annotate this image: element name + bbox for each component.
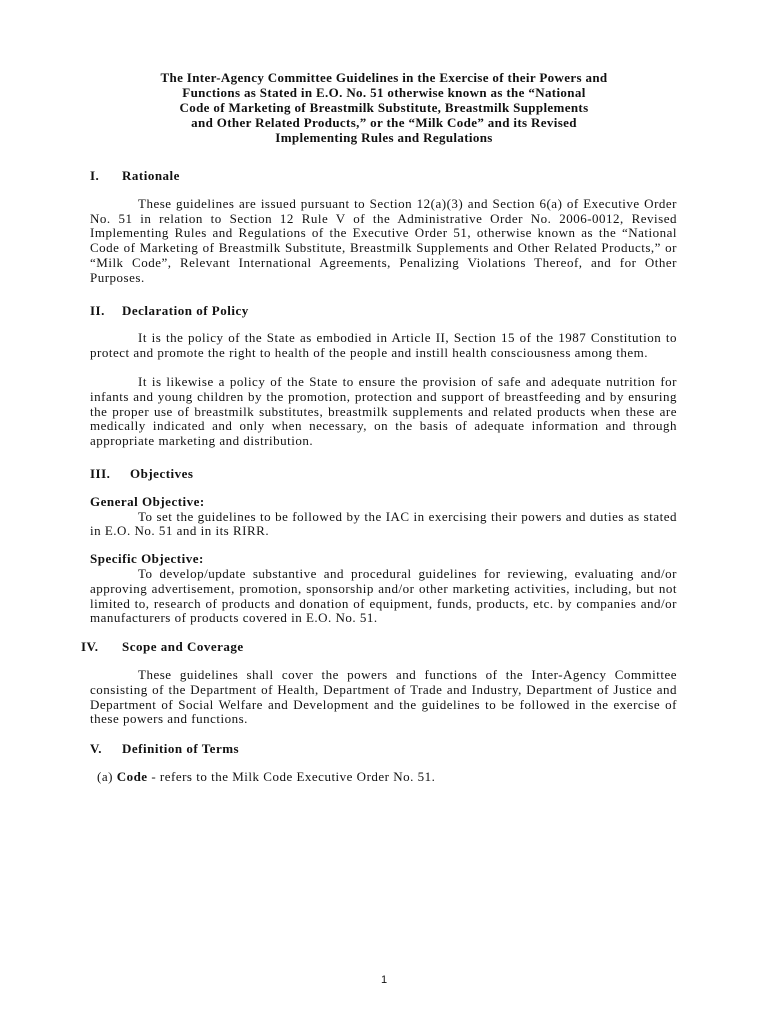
document-title xyxy=(80,70,688,145)
title-line: The Inter-Agency Committee Guidelines in the Exercise of their Powers and xyxy=(160,70,608,85)
title-line: Code of Marketing of Breastmilk Substitute, Breastmilk Supplements xyxy=(179,100,589,115)
specific-objective-text: To develop/update substantive and procedural guidelines for reviewing, evaluating and/or approving advertisement, promotion, sponsorship and/or other marketing activities, including, but not limited to, research of products and donation of equipment, funds, products, etc. by companies and/or manufacturers of products covered in E.O. No. 51. xyxy=(90,565,677,626)
section-title: Declaration of Policy xyxy=(122,302,249,318)
policy-paragraph: It is likewise a policy of the State to ensure the provision of safe and adequate nutrition for infants and young children by the promotion, protection and support of breastfeeding and by ensuring the proper use of breastmilk substitutes, breastmilk supplements and related products when these are medically indicated and only when necessary, on the basis of adequate information and through appropriate marketing and distribution. xyxy=(90,373,677,449)
section-number: V. xyxy=(90,741,102,757)
definition-label: (a) xyxy=(97,768,113,784)
rationale-paragraph: These guidelines are issued pursuant to Section 12(a)(3) and Section 6(a) of Executive Order No. 51 in relation to Section 12 Rule V of the Administrative Order No. 2006-0012, Revised Implementing Rules and Regulations of the Executive Order 51, otherwise known as the “National Code of Marketing of Breastmilk Substitute, Breastmilk Supplements and Other Related Products,” or “Milk Code”, Relevant International Agreements, Penalizing Violations Thereof, and for Other Purposes. xyxy=(90,195,677,285)
specific-objective-label: Specific Objective: xyxy=(90,551,204,567)
definition-term: Code xyxy=(116,768,148,784)
section-title: Objectives xyxy=(130,465,194,481)
section-heading-definitions xyxy=(90,742,677,757)
title-line: Implementing Rules and Regulations xyxy=(275,130,493,145)
section-heading-policy xyxy=(90,304,677,319)
section-number: II. xyxy=(90,302,105,318)
page-number: 1 xyxy=(380,974,388,986)
section-number: III. xyxy=(90,465,111,481)
section-heading-rationale xyxy=(90,169,677,184)
policy-paragraph: It is the policy of the State as embodied in Article II, Section 15 of the 1987 Constitution to protect and promote the right to health of the people and instill health consciousness among them. xyxy=(90,330,677,361)
section-heading-objectives xyxy=(90,467,677,482)
scope-paragraph: These guidelines shall cover the powers and functions of the Inter-Agency Committee consisting of the Department of Health, Department of Trade and Industry, Department of Justice and Department of Social Welfare and Development and the guidelines to be followed in the exercise of these powers and functions. xyxy=(90,666,677,727)
title-line: and Other Related Products,” or the “Milk Code” and its Revised xyxy=(191,115,577,130)
section-heading-scope xyxy=(81,640,677,655)
document-body xyxy=(81,168,677,785)
definition-item xyxy=(90,770,677,785)
general-objective-label: General Objective: xyxy=(90,493,205,509)
section-number: I. xyxy=(90,168,100,183)
section-title: Definition of Terms xyxy=(122,741,240,757)
section-number: IV. xyxy=(81,639,99,655)
section-title: Rationale xyxy=(122,168,180,183)
title-line: Functions as Stated in E.O. No. 51 otherwise known as the “National xyxy=(182,85,586,100)
general-objective-text: To set the guidelines to be followed by the IAC in exercising their powers and duties as stated in E.O. No. 51 and in its RIRR. xyxy=(90,508,677,539)
definition-text: - refers to the Milk Code Executive Order No. 51. xyxy=(151,768,436,784)
section-title: Scope and Coverage xyxy=(122,639,244,655)
